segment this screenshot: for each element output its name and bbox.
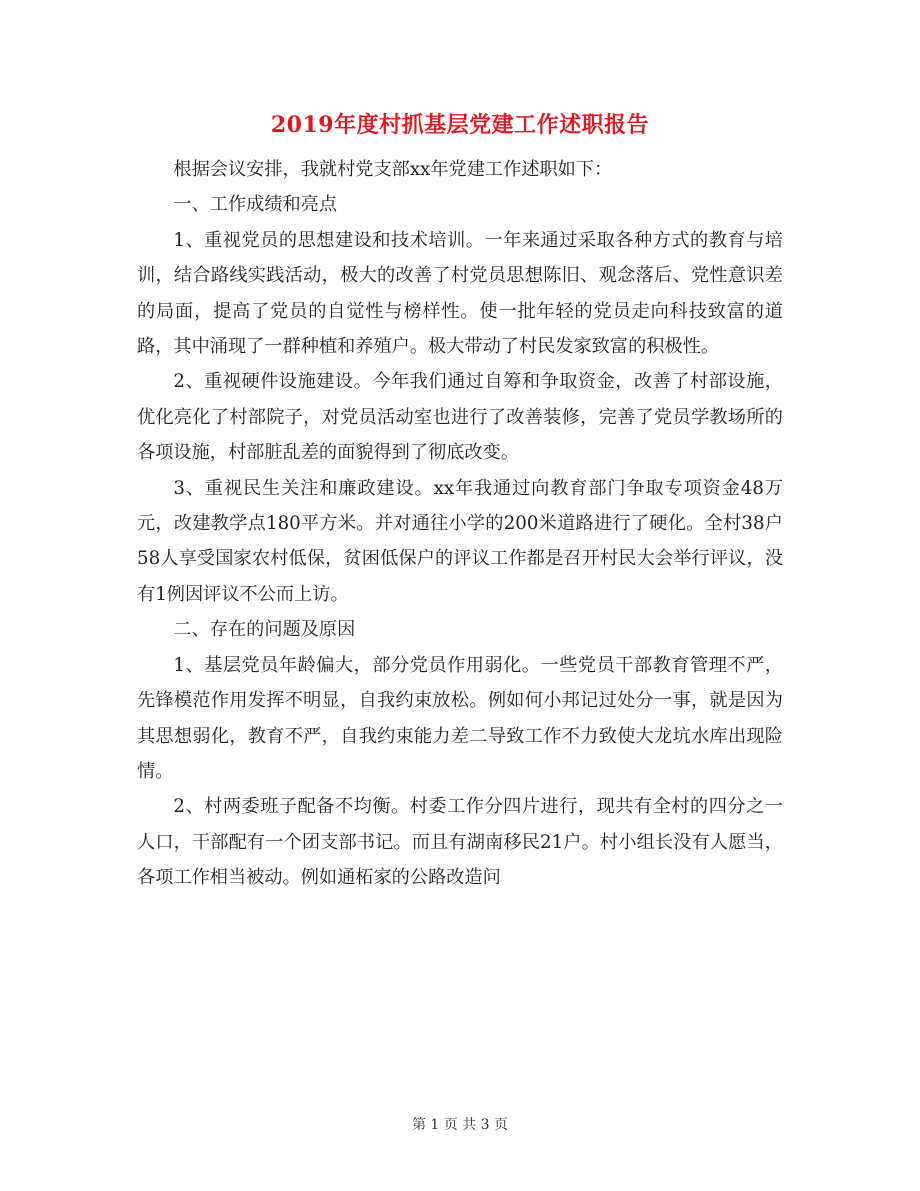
paragraph-achievement-2: 2、重视硬件设施建设。今年我们通过自筹和争取资金，改善了村部设施，优化亮化了村部院子，对党员活动室也进行了改善装修，完善了党员学教场所的各项设施，村部脏乱差的面貌得到了彻底改变。 xyxy=(137,371,783,464)
section-heading-achievements: 一、工作成绩和亮点 xyxy=(173,194,338,216)
paragraph-problem-2: 2、村两委班子配备不均衡。村委工作分四片进行，现共有全村的四分之一人口，干部配有一个团支部书记。而且有湖南移民21户。村小组长没有人愿当，各项工作相当被动。例如通柘家的公路改造问 xyxy=(137,796,783,889)
paragraph-problem-1: 1、基层党员年龄偏大，部分党员作用弱化。一些党员干部教育管理不严，先锋模范作用发挥不明显，自我约束放松。例如何小邦记过处分一事，就是因为其思想弱化，教育不严，自我约束能力差二导致工作不力致使大龙坑水库出现险情。 xyxy=(137,654,783,782)
paragraph-intro: 根据会议安排，我就村党支部xx年党建工作述职如下： xyxy=(173,159,613,180)
document-body xyxy=(137,152,783,896)
document-title: 2019年度村抓基层党建工作述职报告 xyxy=(270,112,650,138)
page-number-footer: 第 1 页 共 3 页 xyxy=(411,1117,509,1133)
section-heading-problems: 二、存在的问题及原因 xyxy=(173,619,356,641)
paragraph-achievement-3: 3、重视民生关注和廉政建设。xx年我通过向教育部门争取专项资金48万元，改建教学点180平方米。并对通往小学的200米道路进行了硬化。全村38户58人享受国家农村低保，贫困低保户的评议工作都是召开村民大会举行评议，没有1例因评议不公而上访。 xyxy=(137,477,783,605)
paragraph-achievement-1: 1、重视党员的思想建设和技术培训。一年来通过采取各种方式的教育与培训，结合路线实践活动，极大的改善了村党员思想陈旧、观念落后、党性意识差的局面，提高了党员的自觉性与榜样性。使一批年轻的党员走向科技致富的道路，其中涌现了一群种植和养殖户。极大带动了村民发家致富的积极性。 xyxy=(137,229,783,358)
